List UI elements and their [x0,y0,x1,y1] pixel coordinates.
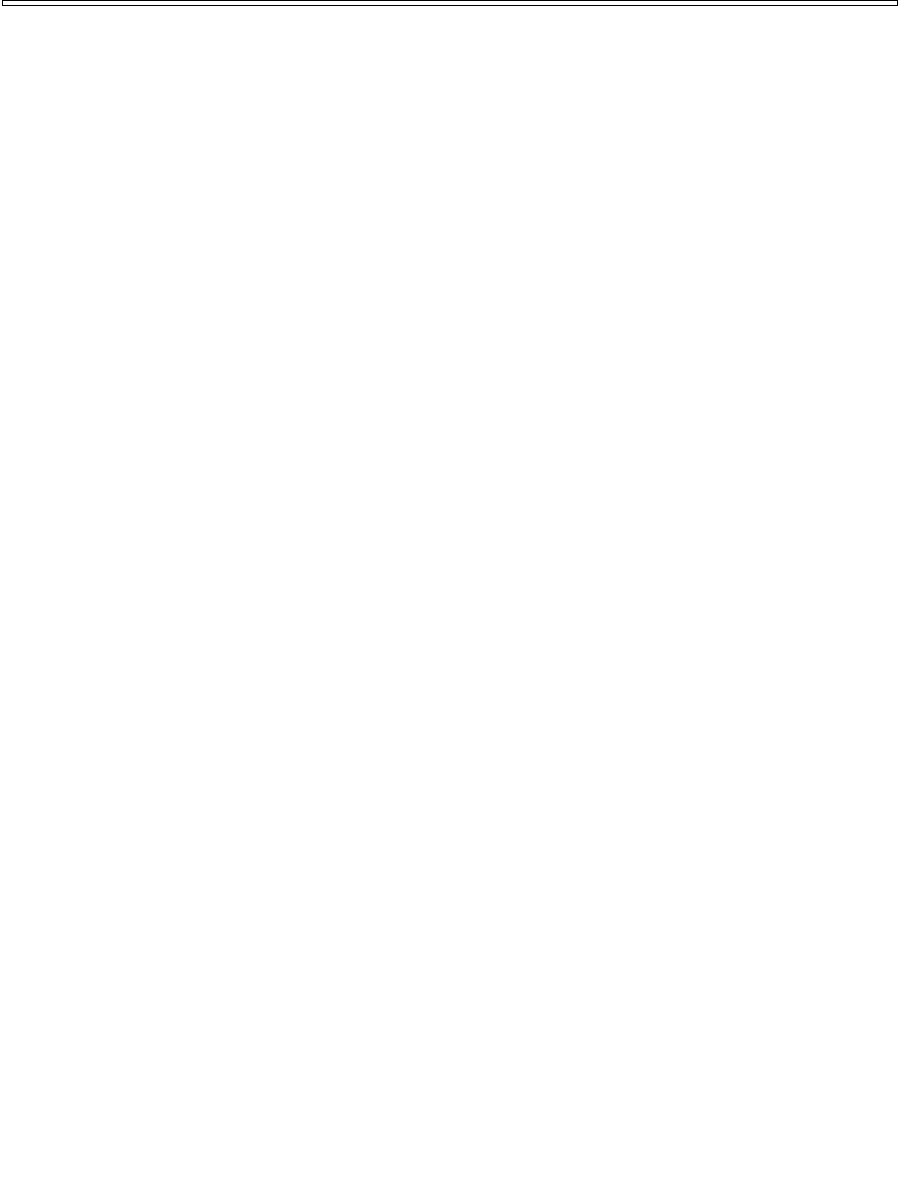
rules-section [0,576,900,632]
section-header-row [3,1,898,6]
event-table [2,0,898,6]
rules-heading [0,576,900,604]
dress-heading [0,604,900,632]
